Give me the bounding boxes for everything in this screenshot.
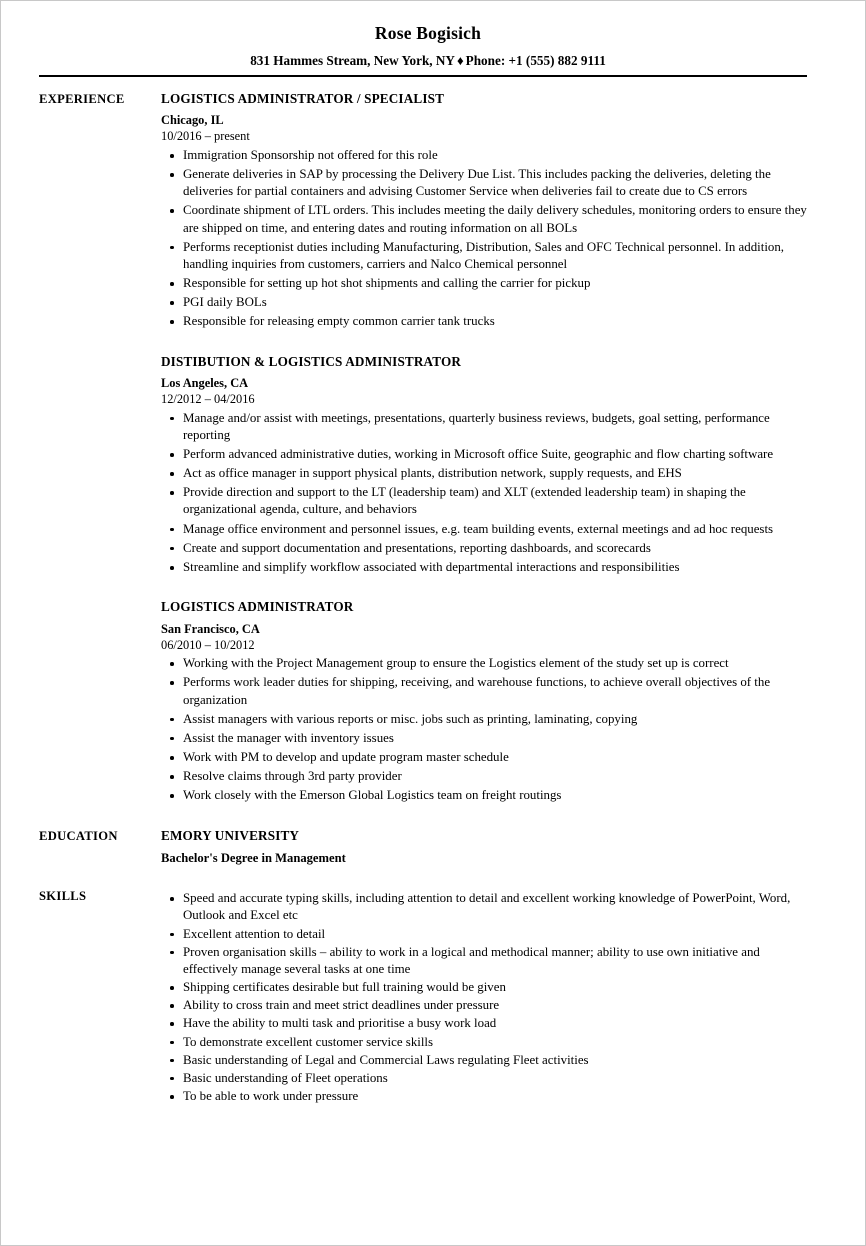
bullet-item: Manage and/or assist with meetings, presentations, quarterly business reviews, budgets, goal setting, performance reporting — [161, 410, 817, 444]
bullet-item: Resolve claims through 3rd party provider — [161, 768, 817, 785]
bullet-item: Assist the manager with inventory issues — [161, 730, 817, 747]
resume-header — [39, 23, 817, 77]
contact-address: 831 Hammes Stream, New York, NY — [250, 53, 455, 68]
job-location: Chicago, IL — [161, 113, 224, 128]
bullet-item: Proven organisation skills – ability to work in a logical and methodical manner; ability to use own initiative and effectively manage several tasks at one time — [161, 944, 817, 978]
job-dates: 06/2010 – 10/2012 — [161, 637, 255, 652]
diamond-separator-icon: ♦ — [456, 53, 464, 68]
candidate-name: Rose Bogisich — [374, 23, 482, 43]
skills-body — [161, 888, 817, 1105]
bullet-item: Streamline and simplify workflow associated with departmental interactions and responsibilities — [161, 559, 817, 576]
bullet-item: Performs receptionist duties including Manufacturing, Distribution, Sales and OFC Technical personnel. In addition, handling inquiries from customers, carriers and Nalco Chemical personnel — [161, 239, 817, 273]
bullet-item: Create and support documentation and presentations, reporting dashboards, and scorecards — [161, 540, 817, 557]
bullet-item: Perform advanced administrative duties, working in Microsoft office Suite, geographic and flow charting software — [161, 446, 817, 463]
job-entry — [161, 91, 817, 331]
bullet-item: Working with the Project Management group to ensure the Logistics element of the study set up is correct — [161, 655, 817, 672]
job-dates: 12/2012 – 04/2016 — [161, 392, 255, 407]
header-divider — [39, 75, 807, 77]
job-bullet-list — [161, 655, 817, 804]
skills-bullet-list — [161, 890, 817, 1105]
job-dates: 10/2016 – present — [161, 129, 250, 144]
bullet-item: Performs work leader duties for shipping, receiving, and warehouse functions, to achieve overall objectives of the organization — [161, 674, 817, 708]
experience-body — [161, 91, 817, 805]
section-label-skills: SKILLS — [39, 889, 87, 904]
section-skills — [39, 888, 817, 1105]
bullet-item: Work closely with the Emerson Global Logistics team on freight routings — [161, 787, 817, 804]
bullet-item: Shipping certificates desirable but full training would be given — [161, 979, 817, 996]
education-degree: Bachelor's Degree in Management — [161, 850, 346, 865]
section-label-experience: EXPERIENCE — [39, 91, 125, 106]
bullet-item: Immigration Sponsorship not offered for this role — [161, 147, 817, 164]
bullet-item: To demonstrate excellent customer service skills — [161, 1034, 817, 1051]
bullet-item: Generate deliveries in SAP by processing the Delivery Due List. This includes packing the deliveries, deleting the deliveries for partial containers and advising Customer Service when deliveries fail to create due to CS errors — [161, 166, 817, 200]
bullet-item: Ability to cross train and meet strict deadlines under pressure — [161, 997, 817, 1014]
job-entry — [161, 354, 817, 577]
bullet-item: Work with PM to develop and update program master schedule — [161, 749, 817, 766]
job-title: DISTIBUTION & LOGISTICS ADMINISTRATOR — [161, 353, 462, 369]
job-bullet-list — [161, 410, 817, 576]
job-bullet-list — [161, 147, 817, 331]
education-school: EMORY UNIVERSITY — [161, 828, 300, 844]
contact-phone: Phone: +1 (555) 882 9111 — [465, 53, 606, 68]
job-title: LOGISTICS ADMINISTRATOR — [161, 599, 354, 615]
bullet-item: Coordinate shipment of LTL orders. This includes meeting the daily delivery schedules, monitoring orders to ensure they are shipped on time, and entering dates and routing information on all BOLs — [161, 202, 817, 236]
education-body — [161, 828, 817, 866]
job-entry — [161, 599, 817, 804]
bullet-item: Basic understanding of Legal and Commercial Laws regulating Fleet activities — [161, 1052, 817, 1069]
bullet-item: Speed and accurate typing skills, including attention to detail and excellent working knowledge of PowerPoint, Word, Outlook and Excel etc — [161, 890, 817, 924]
job-location: Los Angeles, CA — [161, 376, 249, 391]
bullet-item: Act as office manager in support physical plants, distribution network, supply requests, and EHS — [161, 465, 817, 482]
bullet-item: Assist managers with various reports or misc. jobs such as printing, laminating, copying — [161, 711, 817, 728]
bullet-item: Manage office environment and personnel issues, e.g. team building events, external meetings and ad hoc requests — [161, 521, 817, 538]
contact-line — [39, 53, 817, 69]
bullet-item: To be able to work under pressure — [161, 1088, 817, 1105]
bullet-item: Excellent attention to detail — [161, 926, 817, 943]
bullet-item: Have the ability to multi task and prioritise a busy work load — [161, 1015, 817, 1032]
bullet-item: PGI daily BOLs — [161, 294, 817, 311]
job-title: LOGISTICS ADMINISTRATOR / SPECIALIST — [161, 90, 445, 106]
section-experience — [39, 91, 817, 805]
section-label-education: EDUCATION — [39, 829, 118, 844]
resume-content — [1, 1, 865, 1245]
bullet-item: Basic understanding of Fleet operations — [161, 1070, 817, 1087]
bullet-item: Responsible for setting up hot shot shipments and calling the carrier for pickup — [161, 275, 817, 292]
section-education — [39, 828, 817, 866]
bullet-item: Responsible for releasing empty common carrier tank trucks — [161, 313, 817, 330]
job-location: San Francisco, CA — [161, 621, 260, 636]
bullet-item: Provide direction and support to the LT (leadership team) and XLT (extended leadership team) in shaping the organizational agenda, culture, and behaviors — [161, 484, 817, 518]
